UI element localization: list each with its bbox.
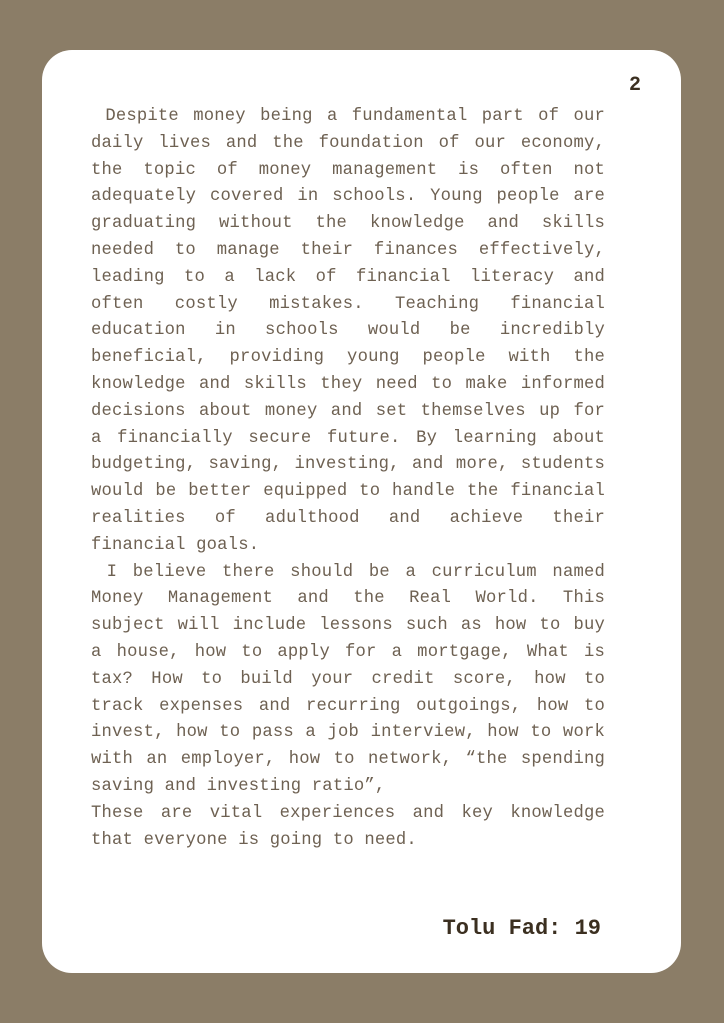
essay-body	[91, 104, 605, 854]
paragraph-2: I believe there should be a curriculum named Money Management and the Real World. This subject will include lessons such as how to buy a house, how to apply for a mortgage, What is tax? How to build your credit score, how to track expenses and recurring outgoings, how to invest, how to pass a job interview, how to work with an employer, how to network, “the spending saving and investing ratio”,	[91, 562, 606, 796]
page-card	[42, 50, 681, 973]
paragraph-3: These are vital experiences and key knowledge that everyone is going to need.	[91, 803, 605, 850]
paragraph-1: Despite money being a fundamental part of our daily lives and the foundation of our economy, the topic of money management is often not adequately covered in schools. Young people are graduating without the knowledge and skills needed to manage their finances effectively, leading to a lack of financial literacy and often costly mistakes. Teaching financial education in schools would be incredibly beneficial, providing young people with the knowledge and skills they need to make informed decisions about money and set themselves up for a financially secure future. By learning about budgeting, saving, investing, and more, students would be better equipped to handle the financial realities of adulthood and achieve their financial goals.	[91, 107, 606, 555]
author-signature: Tolu Fad: 19	[442, 916, 601, 941]
page-number: 2	[628, 74, 641, 97]
